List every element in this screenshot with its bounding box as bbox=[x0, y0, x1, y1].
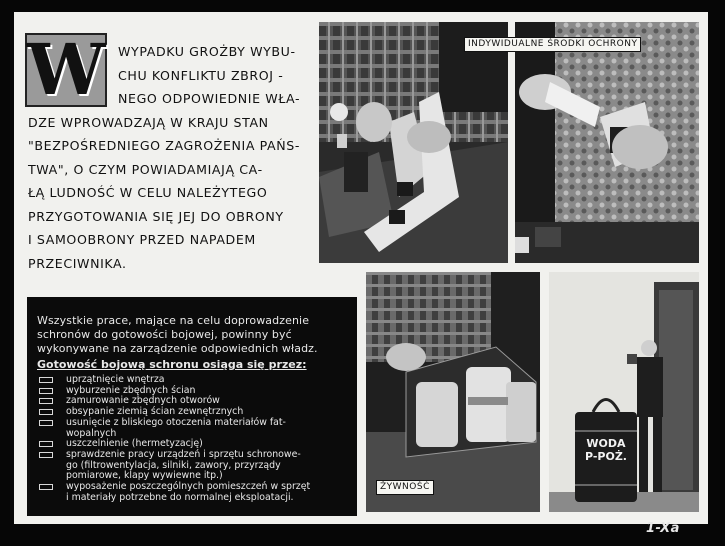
box-heading: Gotowość bojową schronu osiąga się przez: bbox=[37, 358, 307, 371]
box-intro-line: wykonywane na zarządzenie odpowiednich władz. bbox=[37, 342, 318, 355]
box-intro-line: schronów do gotowości bojowej, powinny być bbox=[37, 328, 292, 341]
photo-individual-protection bbox=[515, 22, 699, 263]
shelter-readiness-box bbox=[27, 297, 357, 516]
photo-fire-water-barrel bbox=[549, 272, 699, 512]
list-item-text: uprzątnięcie wnętrza bbox=[66, 374, 165, 385]
slide-code: 1-Xa bbox=[646, 521, 680, 536]
intro-line: CHU KONFLIKTU ZBROJ - bbox=[118, 67, 284, 83]
barrel-text-line: WODA bbox=[586, 437, 626, 450]
box-intro bbox=[37, 314, 353, 356]
intro-line: DZE WPROWADZAJĄ W KRAJU STAN bbox=[28, 114, 269, 130]
checkbox-icon bbox=[39, 377, 53, 383]
food-label: ŻYWNOŚĆ bbox=[376, 480, 434, 495]
drop-cap bbox=[25, 28, 107, 111]
intro-line: NEGO ODPOWIEDNIE WŁA- bbox=[118, 91, 301, 106]
intro-line: PRZYGOTOWANIA SIĘ JEJ DO OBRONY bbox=[28, 208, 284, 224]
intro-line: PRZECIWNIKA. bbox=[28, 255, 127, 271]
list-item-text: usunięcie z bliskiego otoczenia materiałów fat- bbox=[66, 416, 286, 428]
checkbox-icon bbox=[39, 441, 53, 447]
individual-protection-label: INDYWIDUALNE ŚRODKI OCHRONY bbox=[464, 37, 641, 52]
intro-line: ŁĄ LUDNOŚĆ W CELU NALEŻYTEGO bbox=[28, 185, 268, 200]
list-item-text: wyposażenie poszczególnych pomieszczeń w sprzęt bbox=[66, 481, 311, 493]
checkbox-icon bbox=[39, 452, 53, 458]
list-item bbox=[37, 482, 355, 503]
list-item-text: wyburzenie zbędnych ścian bbox=[66, 384, 196, 396]
intro-line: TWA", O CZYM POWIADAMIAJĄ CA- bbox=[28, 161, 263, 177]
checkbox-icon bbox=[39, 388, 53, 394]
list-item-text: i materiały potrzebne do normalnej eksploatacji. bbox=[66, 491, 294, 503]
intro-line: WYPADKU GROŻBY WYBU- bbox=[118, 44, 296, 59]
checkbox-icon bbox=[39, 409, 53, 415]
barrel-text-line: P-POŻ. bbox=[584, 450, 627, 463]
list-item-text: sprawdzenie pracy urządzeń i sprzętu schronowe- bbox=[66, 448, 301, 460]
barrel-text bbox=[573, 437, 639, 463]
checkbox-icon bbox=[39, 484, 53, 490]
list-item bbox=[37, 418, 355, 439]
photo-hands-workbench bbox=[319, 22, 508, 263]
readiness-list bbox=[37, 375, 355, 503]
list-item-text: uszczelnienie (hermetyzację) bbox=[66, 438, 203, 450]
list-item-text: wopalnych bbox=[66, 427, 117, 439]
list-item-text: pomiarowe, klapy wywiewne itp.) bbox=[66, 470, 223, 482]
box-intro-line: Wszystkie prace, mające na celu doprowadzenie bbox=[37, 314, 310, 327]
list-item-text: zamurowanie zbędnych otworów bbox=[66, 395, 220, 407]
checkbox-icon bbox=[39, 398, 53, 404]
photo-food-supplies bbox=[366, 272, 540, 512]
list-item bbox=[37, 450, 355, 482]
list-item-text: go (filtrowentylacja, silniki, zawory, przyrządy bbox=[66, 459, 281, 471]
intro-line: I SAMOOBRONY PRZED NAPADEM bbox=[28, 232, 256, 247]
checkbox-icon bbox=[39, 420, 53, 426]
list-item-text: obsypanie ziemią ścian zewnętrznych bbox=[66, 406, 244, 418]
intro-line: "BEZPOŚREDNIEGO ZAGROŻENIA PAŃS- bbox=[28, 138, 301, 153]
drop-cap-letter: W bbox=[26, 28, 106, 111]
